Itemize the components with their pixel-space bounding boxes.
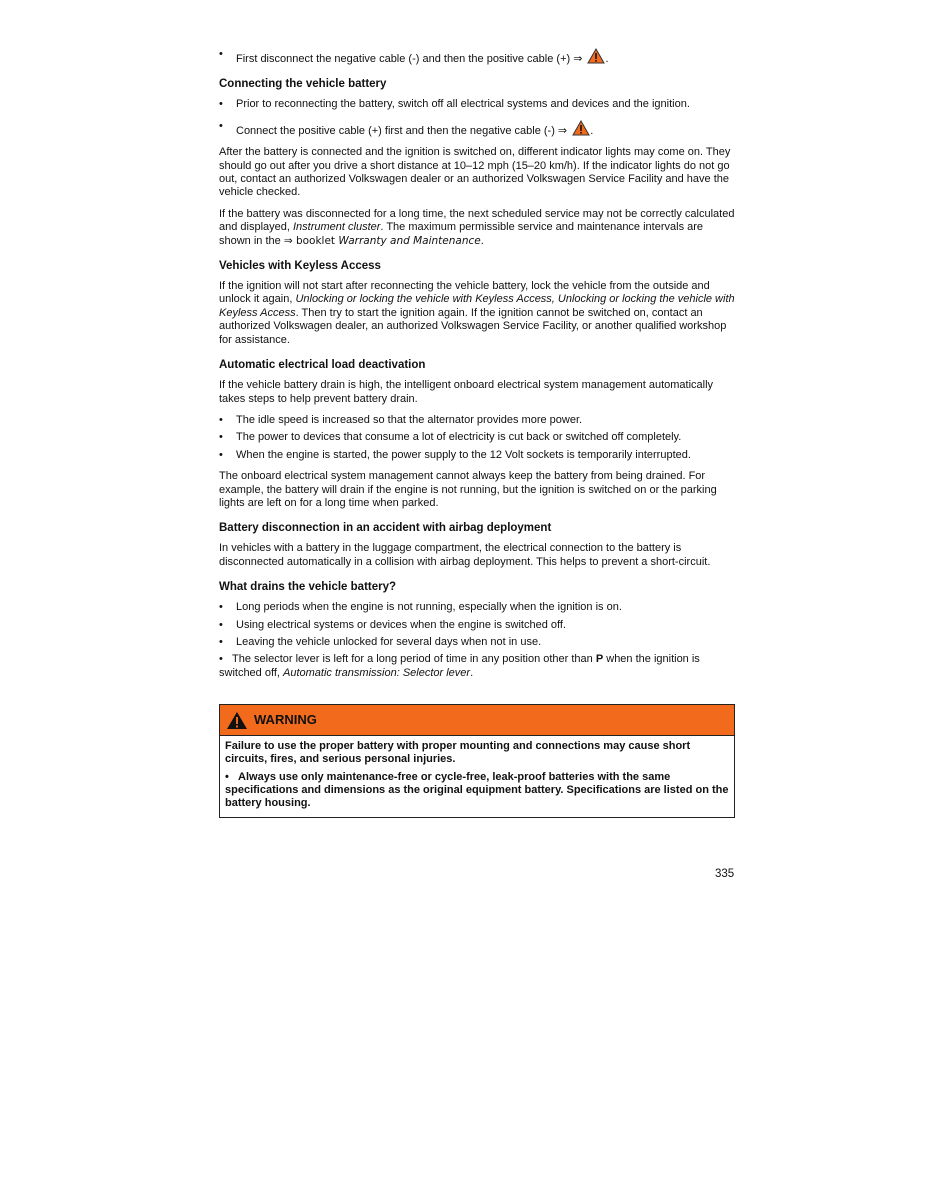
list-item: • Using electrical systems or devices when the engine is switched off. [219, 619, 735, 632]
section-heading: Automatic electrical load deactivation [219, 359, 426, 372]
paragraph: If the vehicle battery drain is high, the intelligent onboard electrical system management automatically takes steps to help prevent battery drain. [219, 379, 714, 405]
page-number: 335 [715, 868, 735, 880]
booklet-reference[interactable]: ⇒ booklet Warranty and Maintenance [283, 234, 481, 247]
section-heading: Vehicles with Keyless Access [219, 260, 381, 273]
warning-icon [226, 711, 248, 730]
list-item: • When the engine is started, the power supply to the 12 Volt sockets is temporarily interrupted. [219, 449, 735, 462]
warning-triangle-icon [572, 120, 590, 136]
list-item: • The power to devices that consume a lot of electricity is cut back or switched off completely. [219, 431, 735, 444]
section-heading: What drains the vehicle battery? [219, 581, 397, 594]
cross-reference[interactable]: Unlocking or locking the vehicle with Keyless Access, Unlocking or locking the vehicle with Keyless Access [219, 293, 735, 319]
warning-header [220, 705, 734, 736]
paragraph: If the ignition will not start after reconnecting the vehicle battery, lock the vehicle from the outside and unlock it again, Unlocking or locking the vehicle with Keyless Access, Unlocking or locking the vehicle with Keyless Access. Then try to start the ignition again. If the ignition cannot be switched on, contact an authorized Volkswagen dealer, an authorized Volkswagen Service Facility, or another qualified workshop for assistance. [219, 280, 735, 346]
paragraph: If the battery was disconnected for a long time, the next scheduled service may not be correctly calculated and displayed, Instrument cluster. The maximum permissible service and maintenance intervals are shown in the ⇒ booklet Warranty and Maintenance. [219, 207, 735, 247]
list-item: • First disconnect the negative cable (-) and then the positive cable (+) ⇒ . [219, 48, 735, 66]
paragraph: In vehicles with a battery in the luggage compartment, the electrical connection to the battery is disconnected automatically in a collision with airbag deployment. This helps to prevent a short-circuit. [219, 542, 711, 568]
list-item-last: • The selector lever is left for a long period of time in any position other than P when the ignition is switched off, Automatic transmission: Selector lever. [219, 653, 700, 679]
list-item: • Connect the positive cable (+) first and then the negative cable (-) ⇒ . [219, 120, 735, 138]
list-item: • Leaving the vehicle unlocked for several days when not in use. [219, 636, 735, 649]
paragraph: The onboard electrical system management cannot always keep the battery from being drained. For example, the battery will drain if the engine is not running, but the ignition is switched on or the parking lights are left on for a long time when parked. [219, 470, 717, 509]
list-item: • Prior to reconnecting the battery, switch off all electrical systems and devices and the ignition. [219, 98, 735, 111]
warning-body [220, 736, 734, 817]
warning-triangle-icon [587, 48, 605, 64]
paragraph: After the battery is connected and the ignition is switched on, different indicator lights may come on. They should go out after you drive a short distance at 10–12 mph (15–20 km/h). If the indicator lights do not go out, contact an authorized Volkswagen dealer or an authorized Volkswagen Service Facility and have the vehicle checked. [219, 146, 731, 199]
section-heading: Battery disconnection in an accident with airbag deployment [219, 522, 552, 535]
list-item: • The idle speed is increased so that the alternator provides more power. [219, 414, 735, 427]
cross-reference[interactable]: Instrument cluster [293, 221, 381, 234]
cross-reference[interactable]: Automatic transmission: Selector lever [283, 666, 471, 679]
manual-page [219, 48, 735, 818]
warning-bullet: • Always use only maintenance-free or cycle-free, leak-proof batteries with the same specifications and dimensions as the original equipment battery. Specifications are listed on the battery housing. [225, 771, 729, 810]
section-heading: Connecting the vehicle battery [219, 78, 387, 91]
warning-box [219, 704, 735, 818]
warning-text: Failure to use the proper battery with proper mounting and connections may cause short circuits, fires, and serious personal injuries. [225, 740, 691, 766]
bullet-text: First disconnect the negative cable (-) and then the positive cable (+) ⇒ [236, 53, 586, 65]
list-item: • Long periods when the engine is not running, especially when the ignition is on. [219, 601, 735, 614]
warning-title: WARNING [254, 712, 317, 728]
